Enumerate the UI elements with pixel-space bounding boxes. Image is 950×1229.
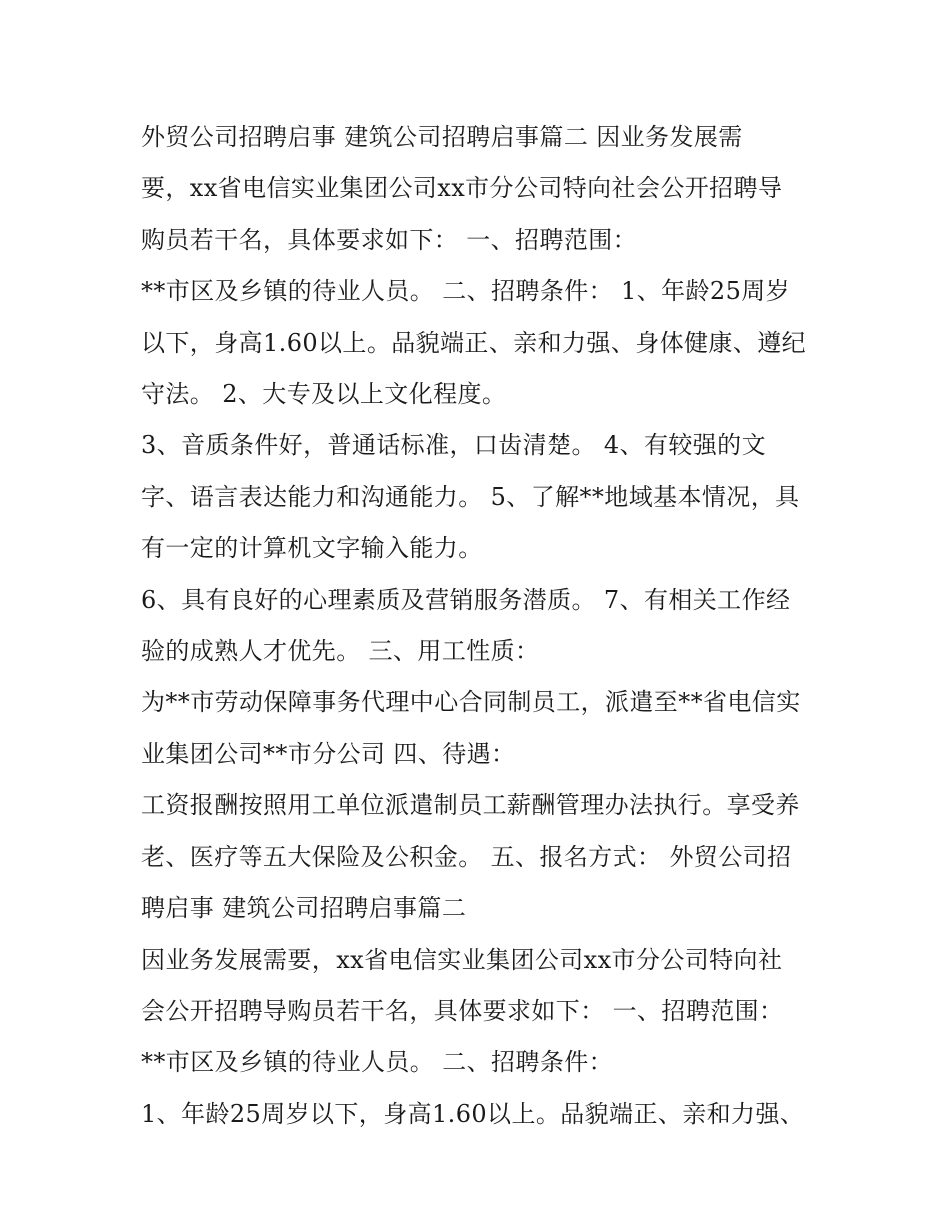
text-line: 老、医疗等五大保险及公积金。 五、报名方式： 外贸公司招 bbox=[141, 842, 792, 871]
text-line: 因业务发展需要，xx省电信实业集团公司xx市分公司特向社 bbox=[141, 945, 783, 974]
text-line: 字、语言表达能力和沟通能力。 5、了解**地域基本情况，具 bbox=[141, 482, 800, 511]
text-line: 以下，身高1.60以上。品貌端正、亲和力强、身体健康、遵纪 bbox=[141, 328, 807, 357]
text-line: 外贸公司招聘启事 建筑公司招聘启事篇二 因业务发展需 bbox=[141, 123, 743, 151]
text-line: 为**市劳动保障事务代理中心合同制员工，派遣至**省电信实 bbox=[141, 688, 801, 717]
text-line: 会公开招聘导购员若干名，具体要求如下： 一、招聘范围： bbox=[141, 996, 784, 1025]
text-line: 工资报酬按照用工单位派遣制员工薪酬管理办法执行。享受养 bbox=[141, 791, 800, 820]
text-line: 6、具有良好的心理素质及营销服务潜质。 7、有相关工作经 bbox=[141, 585, 791, 614]
text-line: 业集团公司**市分公司 四、待遇： bbox=[141, 739, 516, 768]
text-line: **市区及乡镇的待业人员。 二、招聘条件： 1、年龄25周岁 bbox=[141, 277, 791, 306]
text-line: 守法。 2、大专及以上文化程度。 bbox=[141, 380, 507, 409]
text-line: 1、年龄25周岁以下，身高1.60以上。品貌端正、亲和力强、 bbox=[141, 1099, 805, 1128]
document-body bbox=[141, 112, 841, 1140]
text-line: 有一定的计算机文字输入能力。 bbox=[141, 534, 483, 563]
text-line: 聘启事 建筑公司招聘启事篇二 bbox=[141, 894, 467, 923]
text-line: 购员若干名，具体要求如下： 一、招聘范围： bbox=[141, 225, 638, 254]
text-line: **市区及乡镇的待业人员。 二、招聘条件： bbox=[141, 1048, 614, 1077]
text-line: 3、音质条件好，普通话标准，口齿清楚。 4、有较强的文 bbox=[141, 431, 766, 460]
text-line: 要，xx省电信实业集团公司xx市分公司特向社会公开招聘导 bbox=[141, 174, 783, 203]
text-line: 验的成熟人才优先。 三、用工性质： bbox=[141, 637, 540, 666]
